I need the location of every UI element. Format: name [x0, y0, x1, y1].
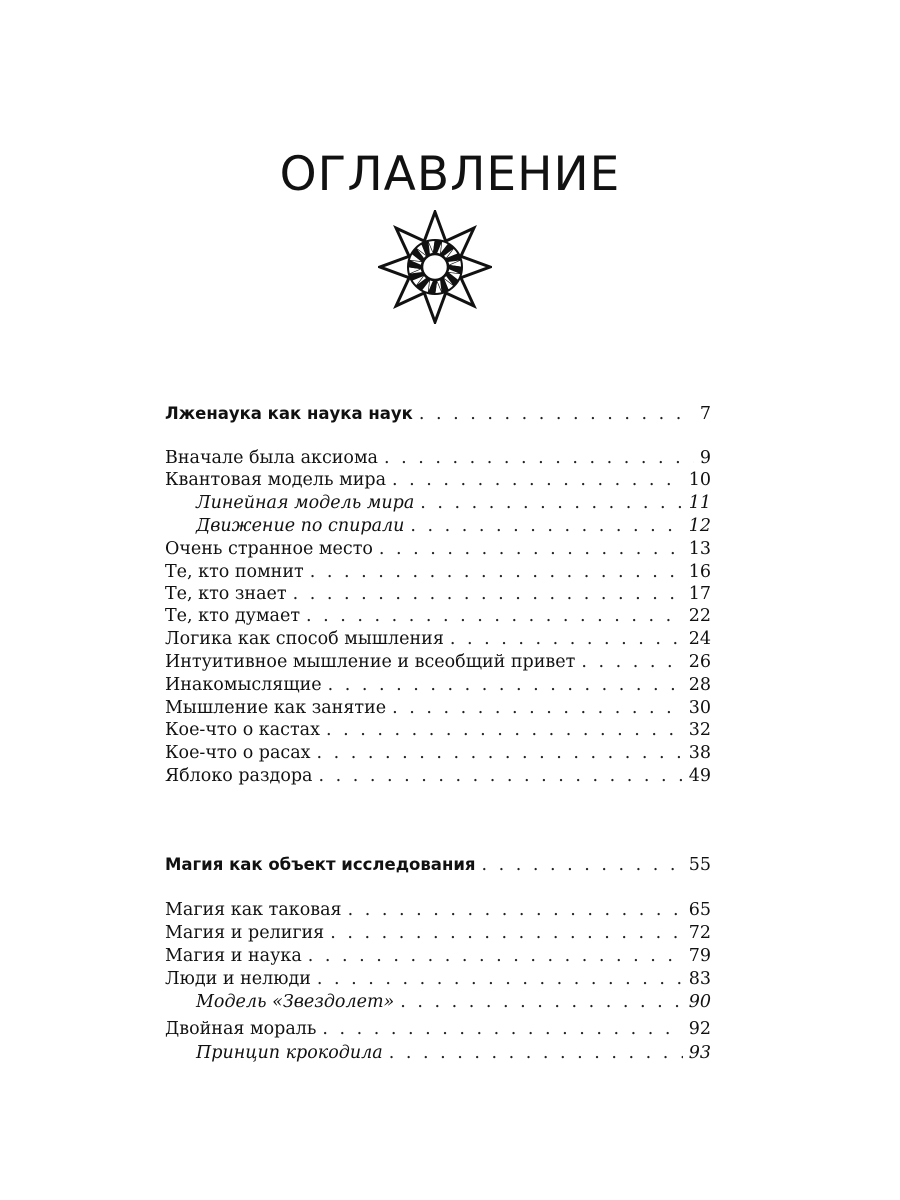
toc-leader-dots: [322, 1017, 682, 1041]
toc-page-number: 7: [699, 404, 711, 424]
toc-entry-title: Движение по спирали: [196, 516, 405, 536]
toc-entry-title: Вначале была аксиома: [165, 448, 378, 468]
toc-entry-title: Те, кто помнит: [165, 562, 304, 582]
toc-entry[interactable]: [165, 967, 711, 991]
toc-leader-dots: [306, 604, 683, 628]
toc-entry-title: Интуитивное мышление и всеобщий привет: [165, 652, 576, 672]
toc-entry[interactable]: [165, 673, 711, 697]
toc-leader-dots: [420, 491, 682, 515]
toc-entry-title: Линейная модель мира: [196, 493, 415, 513]
toc-page-number: 22: [688, 606, 711, 626]
toc-entry-title: Те, кто знает: [165, 584, 287, 604]
toc-page-number: 90: [688, 992, 711, 1012]
toc-entry-title: Инакомыслящие: [165, 675, 322, 695]
toc-leader-dots: [326, 718, 683, 742]
toc-entry[interactable]: [165, 582, 711, 606]
toc-entry[interactable]: [165, 650, 711, 674]
toc-page-number: 26: [688, 652, 711, 672]
toc-leader-dots: [482, 853, 683, 877]
toc-leader-dots: [310, 560, 683, 584]
toc-subentry[interactable]: [196, 1041, 711, 1065]
toc-leader-dots: [317, 741, 683, 765]
toc-entry[interactable]: [165, 1017, 711, 1041]
toc-entry-title: Яблоко раздора: [165, 766, 313, 786]
toc-leader-dots: [392, 468, 683, 492]
toc-page-number: 93: [688, 1043, 711, 1063]
toc-entry[interactable]: [165, 921, 711, 945]
toc-subentry[interactable]: [196, 491, 711, 515]
toc-entry-title: Магия как таковая: [165, 900, 342, 920]
toc-entry[interactable]: [165, 468, 711, 492]
toc-leader-dots: [348, 898, 683, 922]
toc-page-number: 83: [688, 969, 711, 989]
toc-entry-title: Магия как объект исследования: [165, 855, 476, 874]
toc-page-number: 65: [688, 900, 711, 920]
toc-page-number: 79: [688, 946, 711, 966]
toc-page-number: 17: [688, 584, 711, 604]
toc-entry-title: Те, кто думает: [165, 606, 301, 626]
toc-page-number: 28: [688, 675, 711, 695]
toc-leader-dots: [317, 967, 683, 991]
toc-entry[interactable]: [165, 604, 711, 628]
toc-entry-part-2[interactable]: [165, 853, 711, 877]
toc-page-number: 24: [688, 629, 711, 649]
toc-entry[interactable]: [165, 944, 711, 968]
toc-page-number: 10: [688, 470, 711, 490]
toc-entry-title: Логика как способ мышления: [165, 629, 444, 649]
toc-entry[interactable]: [165, 627, 711, 651]
page-title: ОГЛАВЛЕНИЕ: [279, 147, 621, 202]
toc-entry-title: Кое-что о кастах: [165, 720, 320, 740]
toc-leader-dots: [384, 446, 694, 470]
toc-entry[interactable]: [165, 898, 711, 922]
toc-entry-title: Магия и наука: [165, 946, 302, 966]
toc-entry[interactable]: [165, 718, 711, 742]
toc-page-number: 38: [688, 743, 711, 763]
toc-entry[interactable]: [165, 560, 711, 584]
toc-leader-dots: [400, 990, 682, 1014]
toc-page-number: 55: [688, 855, 711, 875]
toc-entry-title: Очень странное место: [165, 539, 373, 559]
toc-entry[interactable]: [165, 446, 711, 470]
toc-entry-title: Лженаука как наука наук: [165, 404, 413, 423]
toc-entry-title: Принцип крокодила: [196, 1043, 383, 1063]
toc-page-number: 13: [688, 539, 711, 559]
toc-page-number: 30: [688, 698, 711, 718]
toc-page-number: 49: [688, 766, 711, 786]
toc-page-number: 11: [688, 493, 711, 513]
toc-leader-dots: [308, 944, 683, 968]
toc-subentry[interactable]: [196, 990, 711, 1014]
toc-leader-dots: [450, 627, 683, 651]
toc-entry-title: Кое-что о расах: [165, 743, 311, 763]
toc-leader-dots: [410, 514, 682, 538]
toc-leader-dots: [379, 537, 683, 561]
toc-entry-title: Двойная мораль: [165, 1019, 317, 1039]
toc-leader-dots: [389, 1041, 683, 1065]
toc-entry-title: Модель «Звездолет»: [196, 992, 395, 1012]
toc-entry-title: Магия и религия: [165, 923, 325, 943]
toc-leader-dots: [330, 921, 682, 945]
toc-page-number: 32: [688, 720, 711, 740]
toc-entry-part-1[interactable]: [165, 402, 711, 426]
toc-leader-dots: [328, 673, 683, 697]
toc-entry[interactable]: [165, 764, 711, 788]
toc-leader-dots: [419, 402, 694, 426]
toc-entry[interactable]: [165, 741, 711, 765]
toc-entry-title: Квантовая модель мира: [165, 470, 386, 490]
toc-leader-dots: [392, 696, 683, 720]
toc-page-number: 9: [699, 448, 711, 468]
toc-subentry[interactable]: [196, 514, 711, 538]
toc-entry[interactable]: [165, 696, 711, 720]
toc-leader-dots: [319, 764, 683, 788]
toc-page-number: 92: [688, 1019, 711, 1039]
toc-leader-dots: [293, 582, 683, 606]
toc-page-number: 12: [688, 516, 711, 536]
toc-page-number: 16: [688, 562, 711, 582]
toc-leader-dots: [581, 650, 682, 674]
toc-page-number: 72: [688, 923, 711, 943]
toc-entry[interactable]: [165, 537, 711, 561]
toc-entry-title: Мышление как занятие: [165, 698, 387, 718]
toc-entry-title: Люди и нелюди: [165, 969, 311, 989]
